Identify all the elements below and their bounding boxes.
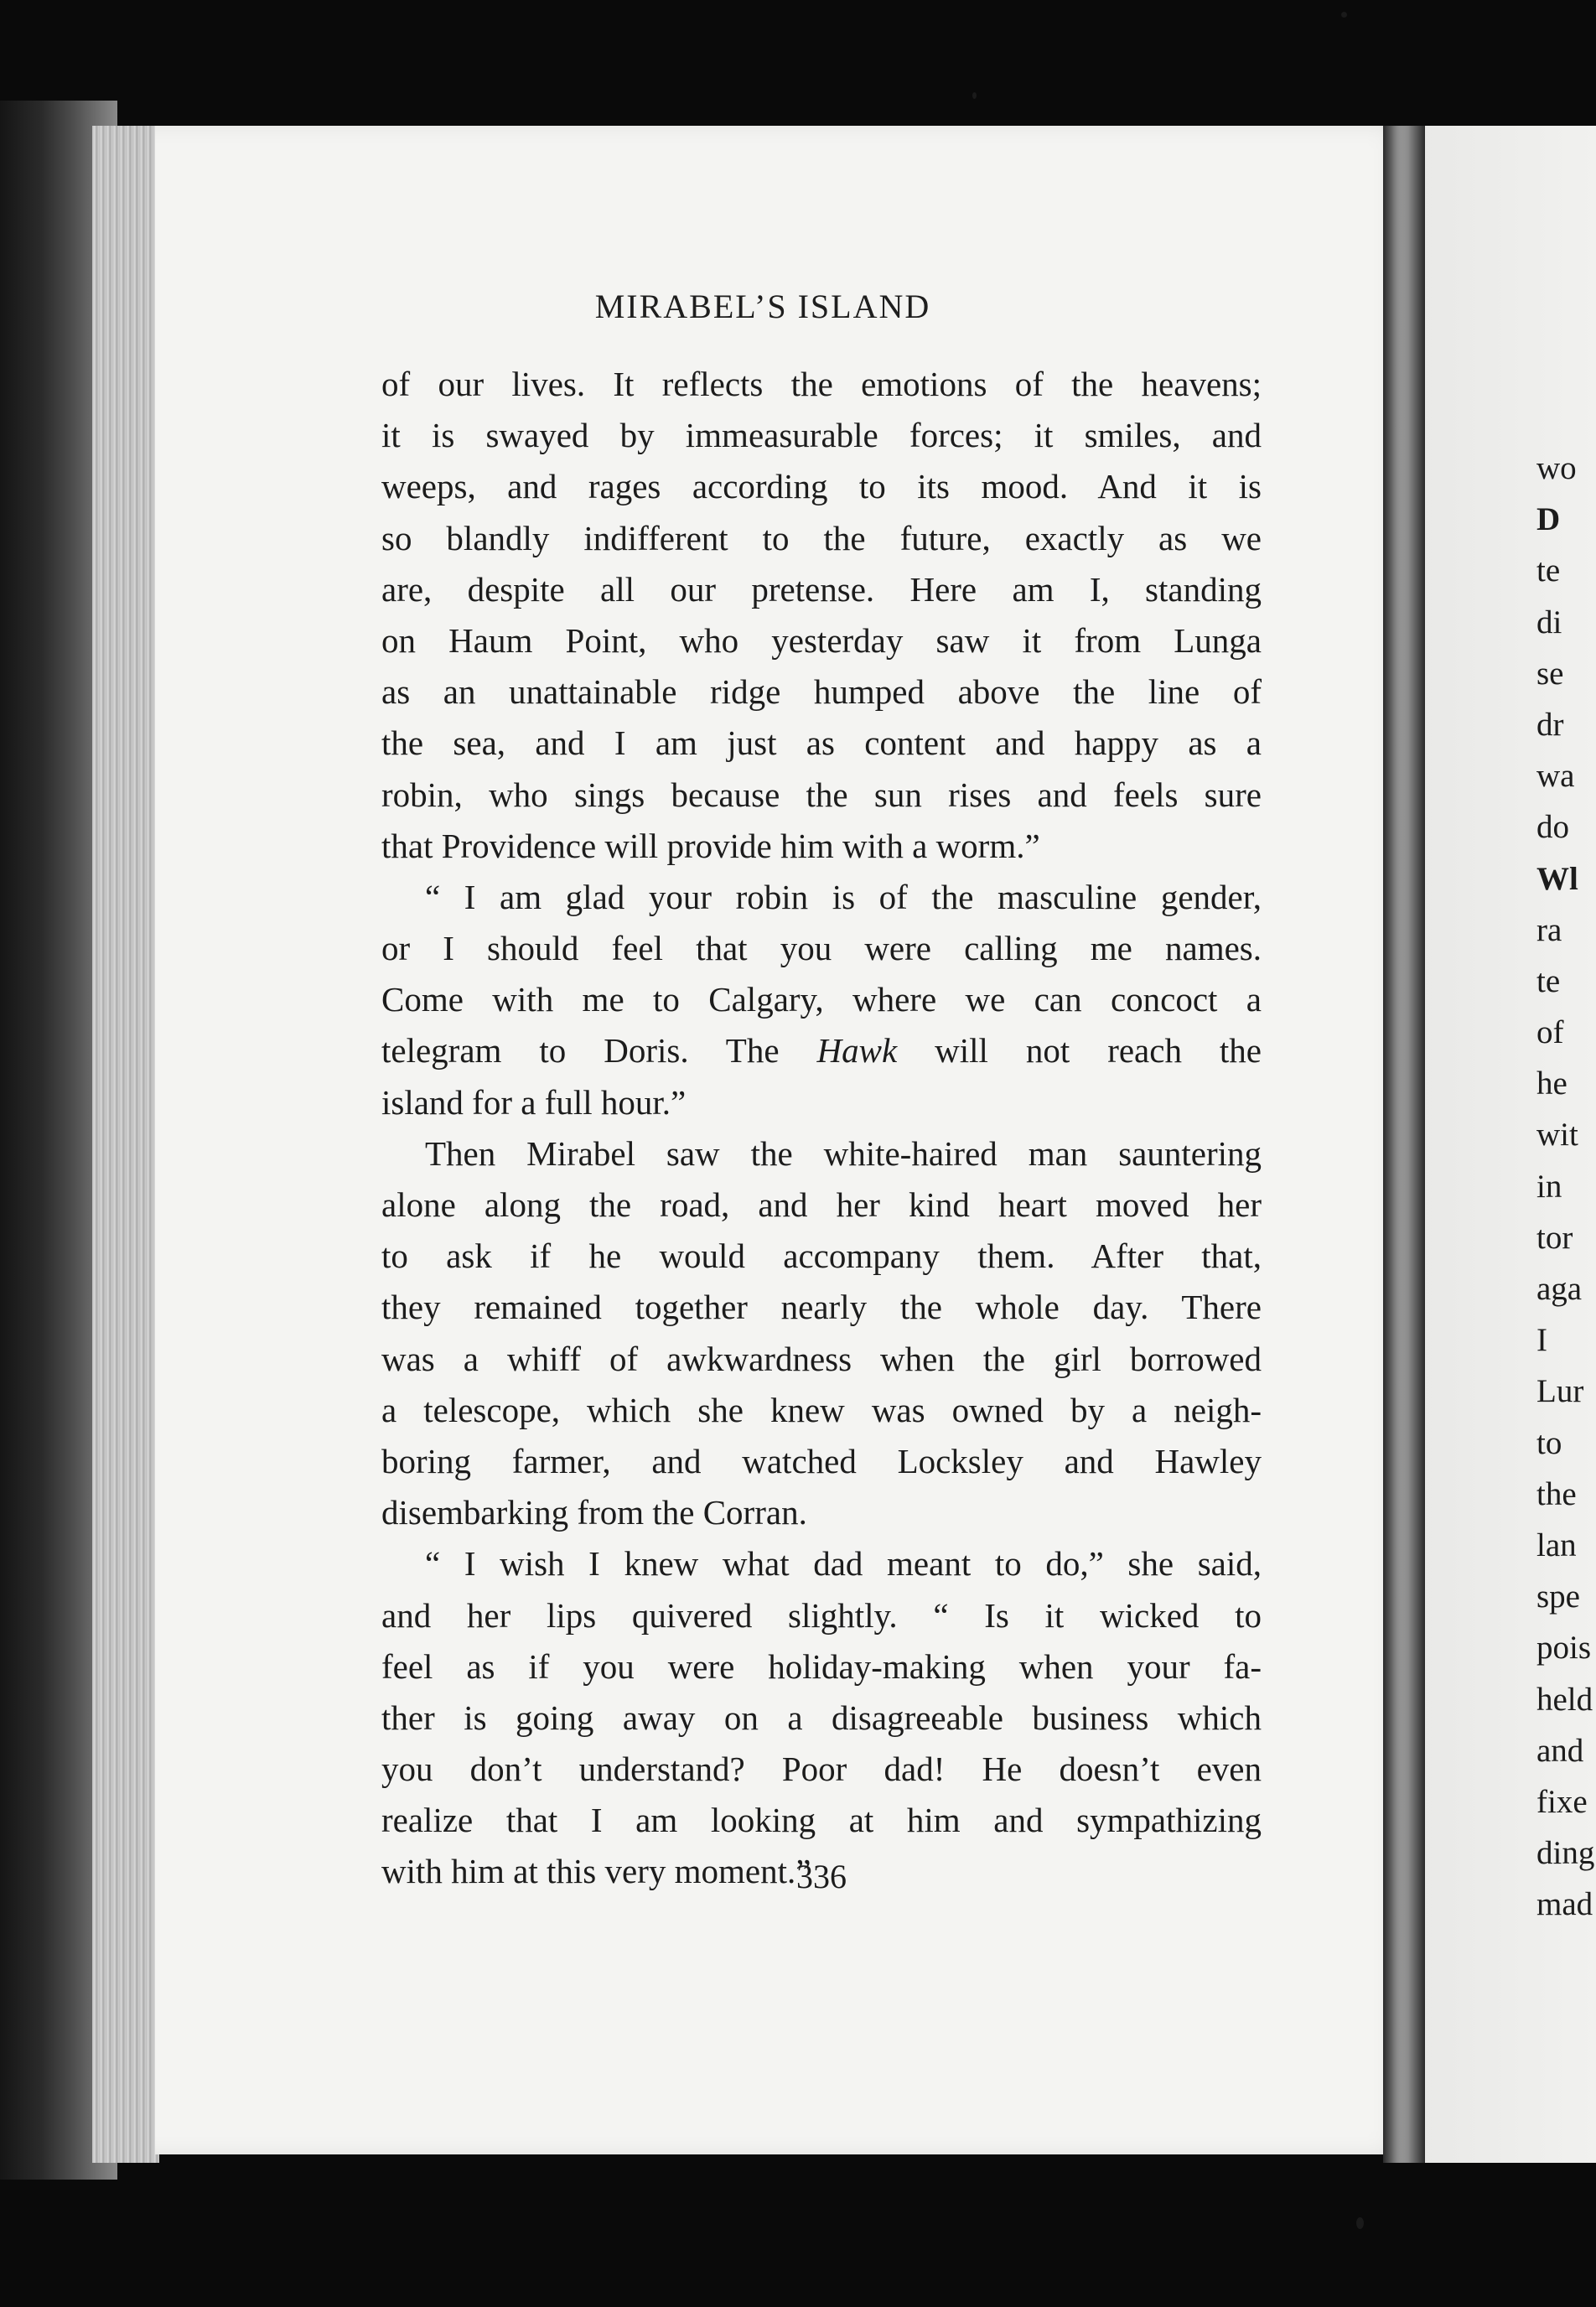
text-line: telegram to Doris. The Hawk will not reach the — [381, 1031, 1262, 1071]
facing-line-fragment: tor — [1536, 1219, 1573, 1256]
text-line: to ask if he would accompany them. After that, — [381, 1236, 1262, 1276]
text-line: was a whiff of awkwardness when the girl borrowed — [381, 1339, 1262, 1378]
facing-line-fragment: aga — [1536, 1271, 1583, 1307]
facing-line-fragment: di — [1536, 604, 1562, 640]
scan-speck — [972, 92, 977, 99]
text-line: and her lips quivered slightly. “ Is it wicked to — [381, 1595, 1262, 1635]
facing-line-fragment: I — [1536, 1322, 1547, 1359]
page-number: 336 — [796, 1858, 847, 1895]
text-line: it is swayed by immeasurable forces; it smiles, and — [381, 416, 1262, 455]
text-line: island for a full hour.” — [381, 1082, 687, 1122]
text-line: feel as if you were holiday-making when your fa- — [381, 1646, 1262, 1686]
facing-line-fragment: mad — [1536, 1886, 1593, 1923]
facing-line-fragment: the — [1536, 1475, 1577, 1512]
facing-line-fragment: and — [1536, 1732, 1584, 1769]
facing-line-fragment: dr — [1536, 706, 1564, 743]
text-line: are, despite all our pretense. Here am I, standing — [381, 569, 1262, 609]
text-line: Then Mirabel saw the white-haired man sauntering — [425, 1133, 1262, 1173]
text-line: that Providence will provide him with a worm.” — [381, 826, 1040, 865]
facing-line-fragment: lan — [1536, 1527, 1577, 1563]
text-line: robin, who sings because the sun rises and feels sure — [381, 775, 1262, 814]
facing-line-fragment: pois — [1536, 1630, 1592, 1667]
facing-line-fragment: D — [1536, 501, 1561, 538]
facing-line-fragment: ra — [1536, 911, 1562, 948]
facing-line-fragment: wa — [1536, 758, 1575, 795]
facing-line-fragment: of — [1536, 1014, 1564, 1051]
facing-line-fragment: wit — [1536, 1117, 1578, 1154]
facing-line-fragment: do — [1536, 809, 1569, 846]
text-line: “ I wish I knew what dad meant to do,” she said, — [425, 1544, 1262, 1584]
facing-line-fragment: Wl — [1536, 860, 1578, 897]
page-stack-edges — [92, 126, 159, 2163]
text-line: so blandly indifferent to the future, exactly as we — [381, 518, 1262, 557]
text-line: “ I am glad your robin is of the masculine gender, — [425, 877, 1262, 916]
facing-line-fragment: fixe — [1536, 1783, 1588, 1820]
text-line: disembarking from the Corran. — [381, 1493, 807, 1532]
facing-page-text — [1536, 443, 1596, 1930]
facing-line-fragment: spe — [1536, 1579, 1580, 1615]
facing-line-fragment: held — [1536, 1681, 1593, 1718]
text-line: realize that I am looking at him and sympathizing — [381, 1801, 1262, 1840]
facing-line-fragment: wo — [1536, 450, 1577, 486]
book-gutter — [1391, 126, 1425, 2163]
text-line: alone along the road, and her kind heart moved her — [381, 1185, 1262, 1224]
facing-line-fragment: in — [1536, 1168, 1562, 1205]
facing-line-fragment: he — [1536, 1065, 1568, 1102]
facing-line-fragment: se — [1536, 655, 1564, 692]
facing-line-fragment: te — [1536, 962, 1561, 999]
text-line: boring farmer, and watched Locksley and Hawley — [381, 1441, 1262, 1480]
facing-line-fragment: ding — [1536, 1835, 1595, 1872]
text-line: ther is going away on a disagreeable business which — [381, 1698, 1262, 1737]
scan-speck — [1341, 12, 1347, 18]
text-line: you don’t understand? Poor dad! He doesn’t even — [381, 1750, 1262, 1789]
text-line: weeps, and rages according to its mood. And it is — [381, 467, 1262, 506]
text-line: they remained together nearly the whole day. There — [381, 1288, 1262, 1327]
italic-word: Hawk — [816, 1031, 898, 1071]
scan-speck — [1356, 2217, 1364, 2229]
text-line: a telescope, which she knew was owned by a neigh- — [381, 1390, 1262, 1429]
text-line: as an unattainable ridge humped above the line of — [381, 672, 1262, 712]
body-text — [381, 359, 1262, 1898]
text-line: Come with me to Calgary, where we can concoct a — [381, 980, 1262, 1019]
facing-line-fragment: to — [1536, 1424, 1562, 1461]
facing-line-fragment: Lur — [1536, 1373, 1584, 1410]
facing-line-fragment: te — [1536, 552, 1561, 589]
text-line: on Haum Point, who yesterday saw it from Lunga — [381, 620, 1262, 660]
text-line: or I should feel that you were calling me names. — [381, 929, 1262, 968]
text-line: of our lives. It reflects the emotions of the heavens; — [381, 365, 1262, 403]
text-line: the sea, and I am just as content and happy as a — [381, 723, 1262, 763]
text-line: with him at this very moment.” — [381, 1852, 811, 1891]
running-head: MIRABEL’S ISLAND — [594, 288, 931, 325]
